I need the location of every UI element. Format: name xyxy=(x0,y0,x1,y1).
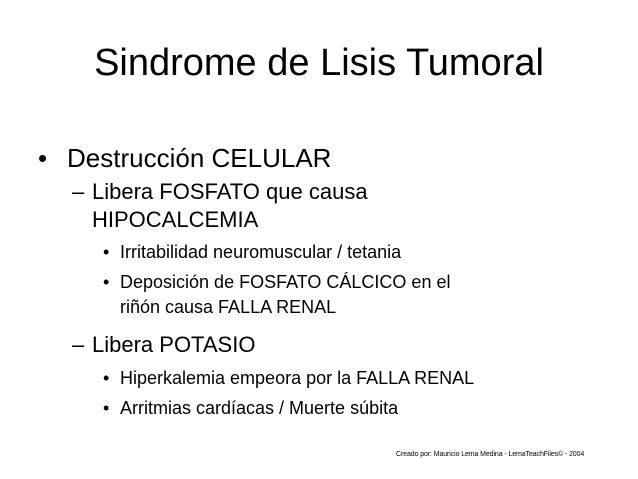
sub-bullet-fosfato-line2: HIPOCALCEMIA xyxy=(92,207,259,232)
bullet-marker: • xyxy=(103,368,110,388)
bullet-destruccion-celular: Destrucción CELULAR xyxy=(67,143,332,173)
sub-bullet-fosfato-line1: Libera FOSFATO que causa xyxy=(92,179,368,204)
dash-marker: – xyxy=(72,179,85,204)
footer-credit: Creado por: Mauricio Lema Medina - LemaTeachFiles© - 2004 xyxy=(396,451,585,458)
sub-sub-bullet-irritabilidad: Irritabilidad neuromuscular / tetania xyxy=(120,242,402,262)
dash-marker: – xyxy=(72,332,85,357)
sub-bullet-potasio: Libera POTASIO xyxy=(92,332,256,357)
sub-sub-bullet-deposicion-line2: riñón causa FALLA RENAL xyxy=(120,297,337,317)
sub-sub-bullet-arritmias: Arritmias cardíacas / Muerte súbita xyxy=(120,398,399,418)
bullet-marker: • xyxy=(38,143,48,173)
bullet-marker: • xyxy=(103,272,110,292)
sub-sub-bullet-deposicion-line1: Deposición de FOSFATO CÁLCICO en el xyxy=(120,272,451,292)
slide-title: Sindrome de Lisis Tumoral xyxy=(94,42,544,84)
bullet-marker: • xyxy=(103,242,110,262)
bullet-marker: • xyxy=(103,398,110,418)
sub-sub-bullet-hiperkalemia: Hiperkalemia empeora por la FALLA RENAL xyxy=(120,368,475,388)
